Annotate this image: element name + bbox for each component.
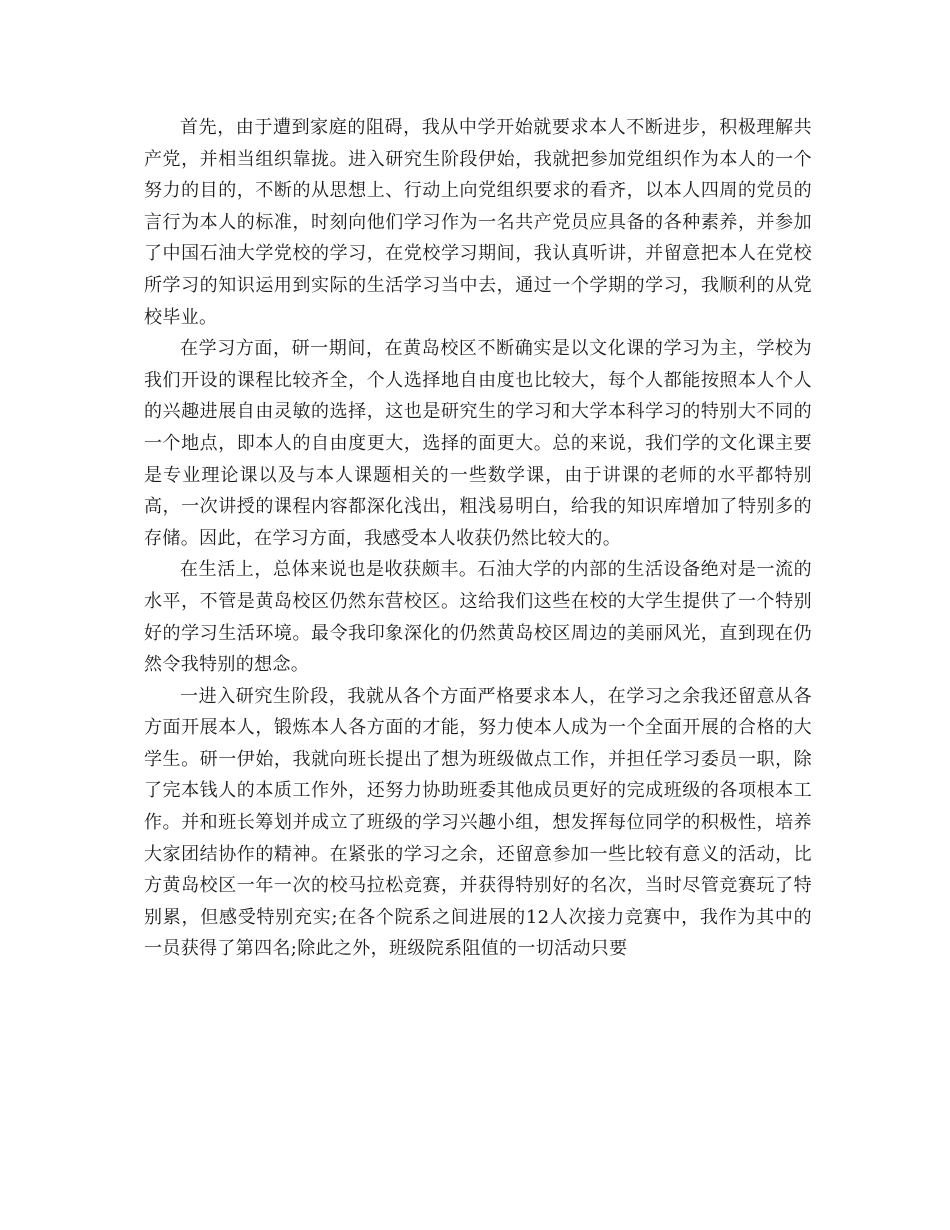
paragraph-party-study: 首先，由于遭到家庭的阻碍，我从中学开始就要求本人不断进步，积极理解共产党，并相当组织靠拢。进入研究生阶段伊始，我就把参加党组织作为本人的一个努力的目的，不断的从思想上、行动上向党组织要求的看齐，以本人四周的党员的言行为本人的标准，时刻向他们学习作为一名共产党员应具备的各种素养，并参加了中国石油大学党校的学习，在党校学习期间，我认真听讲，并留意把本人在党校所学习的知识运用到实际的生活学习当中去，通过一个学期的学习，我顺利的从党校毕业。 bbox=[144, 117, 812, 328]
paragraph-academic-study: 在学习方面，研一期间，在黄岛校区不断确实是以文化课的学习为主，学校为我们开设的课程比较齐全，个人选择地自由度也比较大，每个人都能按照本人个人的兴趣进展自由灵敏的选择，这也是研究生的学习和大学本科学习的特别大不同的一个地点，即本人的自由度更大，选择的面更大。总的来说，我们学的文化课主要是专业理论课以及与本人课题相关的一些数学课，由于讲课的老师的水平都特别高，一次讲授的课程内容都深化浅出，粗浅易明白，给我的知识库增加了特别多的存储。因此，在学习方面，我感受本人收获仍然比较大的。 bbox=[144, 338, 812, 549]
paragraph-campus-life: 在生活上，总体来说也是收获颇丰。石油大学的内部的生活设备绝对是一流的水平，不管是黄岛校区仍然东营校区。这给我们这些在校的大学生提供了一个特别好的学习生活环境。最令我印象深化的仍然黄岛校区周边的美丽风光，直到现在仍然令我特别的想念。 bbox=[144, 559, 812, 676]
paragraph-class-activities: 一进入研究生阶段，我就从各个方面严格要求本人，在学习之余我还留意从各方面开展本人，锻炼本人各方面的才能，努力使本人成为一个全面开展的合格的大学生。研一伊始，我就向班长提出了想为班级做点工作，并担任学习委员一职，除了完本钱人的本质工作外，还努力协助班委其他成员更好的完成班级的各项根本工作。并和班长筹划并成立了班级的学习兴趣小组，想发挥每位同学的积极性，培养大家团结协作的精神。在紧张的学习之余，还留意参加一些比较有意义的活动，比方黄岛校区一年一次的校马拉松竞赛，并获得特别好的名次，当时尽管竞赛玩了特别累，但感受特别充实;在各个院系之间进展的12人次接力竞赛中，我作为其中的一员获得了第四名;除此之外，班级院系阻值的一切活动只要 bbox=[144, 685, 812, 960]
document-body bbox=[144, 112, 812, 965]
